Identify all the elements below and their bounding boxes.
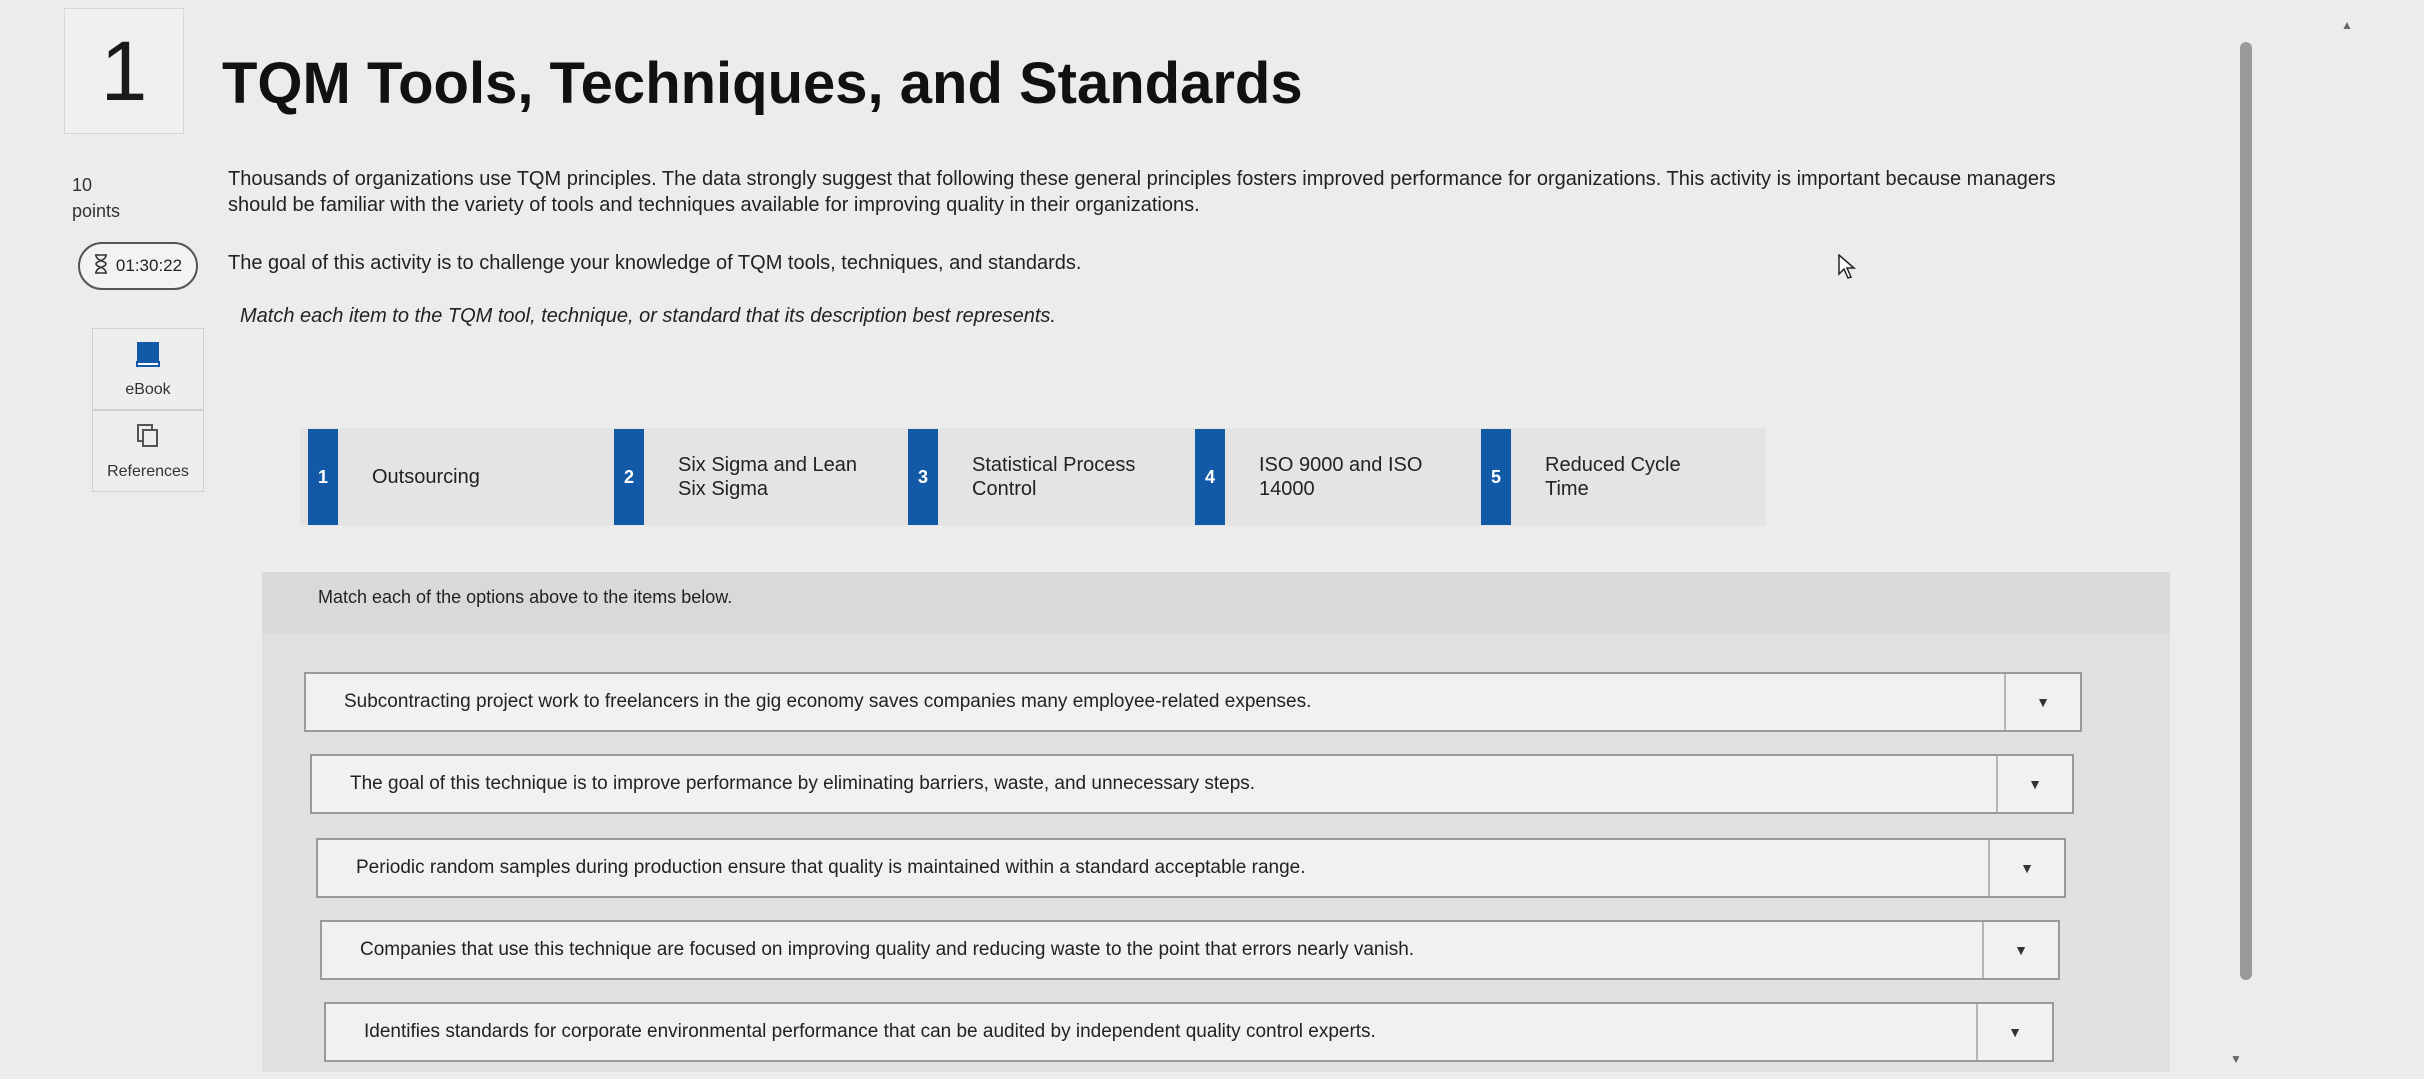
match-panel xyxy=(262,572,2170,1072)
ebook-label: eBook xyxy=(125,380,171,398)
option-1[interactable] xyxy=(308,428,480,526)
option-number: 3 xyxy=(908,429,938,525)
chevron-down-icon[interactable]: ▼ xyxy=(1982,922,2058,978)
match-dropdown-5[interactable] xyxy=(324,1002,2054,1062)
option-label: ISO 9000 and ISO 14000 xyxy=(1259,454,1423,500)
dropdown-text: Identifies standards for corporate environmental performance that can be audited by independent quality control experts. xyxy=(364,1021,1376,1042)
option-4[interactable] xyxy=(1195,428,1422,526)
option-number: 2 xyxy=(614,429,644,525)
dropdown-text: Companies that use this technique are focused on improving quality and reducing waste to the point that errors nearly vanish. xyxy=(360,939,1415,960)
chevron-down-icon[interactable]: ▼ xyxy=(2004,674,2080,730)
dropdown-text: Periodic random samples during production ensure that quality is maintained within a standard acceptable range. xyxy=(356,857,1306,878)
scroll-down-arrow[interactable]: ▼ xyxy=(2230,1052,2242,1066)
match-dropdown-4[interactable] xyxy=(320,920,2060,980)
option-number: 1 xyxy=(308,429,338,525)
match-dropdown-3[interactable] xyxy=(316,838,2066,898)
ebook-button[interactable] xyxy=(92,328,204,410)
option-label: Six Sigma and Lean Six Sigma xyxy=(678,454,858,500)
dropdown-text: The goal of this technique is to improve performance by eliminating barriers, waste, and unnecessary steps. xyxy=(350,773,1256,794)
timer-value: 01:30:22 xyxy=(115,256,183,275)
references-button[interactable] xyxy=(92,410,204,492)
chevron-down-icon[interactable]: ▼ xyxy=(1996,756,2072,812)
cursor-icon xyxy=(1838,254,1856,285)
option-number: 5 xyxy=(1481,429,1511,525)
chevron-down-icon[interactable]: ▼ xyxy=(1976,1004,2052,1060)
goal-paragraph: The goal of this activity is to challenge your knowledge of TQM tools, techniques, and standards. xyxy=(228,252,1082,274)
timer[interactable] xyxy=(78,242,198,290)
page-title: TQM Tools, Techniques, and Standards xyxy=(222,51,1303,116)
option-2[interactable] xyxy=(614,428,857,526)
scrollbar[interactable] xyxy=(2240,42,2252,980)
match-dropdown-1[interactable] xyxy=(304,672,2082,732)
option-3[interactable] xyxy=(908,428,1135,526)
option-label: Statistical Process Control xyxy=(972,454,1136,500)
match-dropdown-2[interactable] xyxy=(310,754,2074,814)
references-label: References xyxy=(107,462,189,480)
intro-paragraph xyxy=(228,166,2056,218)
instruction-text: Match each item to the TQM tool, technique, or standard that its description best represents. xyxy=(240,305,1056,327)
option-label: Outsourcing xyxy=(372,466,480,488)
copy-icon xyxy=(135,422,161,455)
chevron-down-icon[interactable]: ▼ xyxy=(1988,840,2064,896)
intro-line-1: Thousands of organizations use TQM principles. The data strongly suggest that following these general principles fosters improved performance for organizations. This activity is important because managers xyxy=(228,168,2056,190)
option-5[interactable] xyxy=(1481,428,1681,526)
points-display xyxy=(72,172,120,224)
intro-line-2: should be familiar with the variety of tools and techniques available for improving quality in their organizations. xyxy=(228,194,1200,216)
dropdown-text: Subcontracting project work to freelancers in the gig economy saves companies many employee-related expenses. xyxy=(344,691,1312,712)
match-instruction: Match each of the options above to the items below. xyxy=(318,587,733,607)
points-label: points xyxy=(72,201,121,221)
book-icon xyxy=(135,340,161,373)
scroll-up-arrow[interactable]: ▲ xyxy=(2341,18,2353,32)
question-number: 1 xyxy=(64,8,184,134)
points-value: 10 xyxy=(72,175,93,195)
option-label: Reduced Cycle Time xyxy=(1545,454,1681,500)
hourglass-icon xyxy=(94,254,108,279)
option-number: 4 xyxy=(1195,429,1225,525)
